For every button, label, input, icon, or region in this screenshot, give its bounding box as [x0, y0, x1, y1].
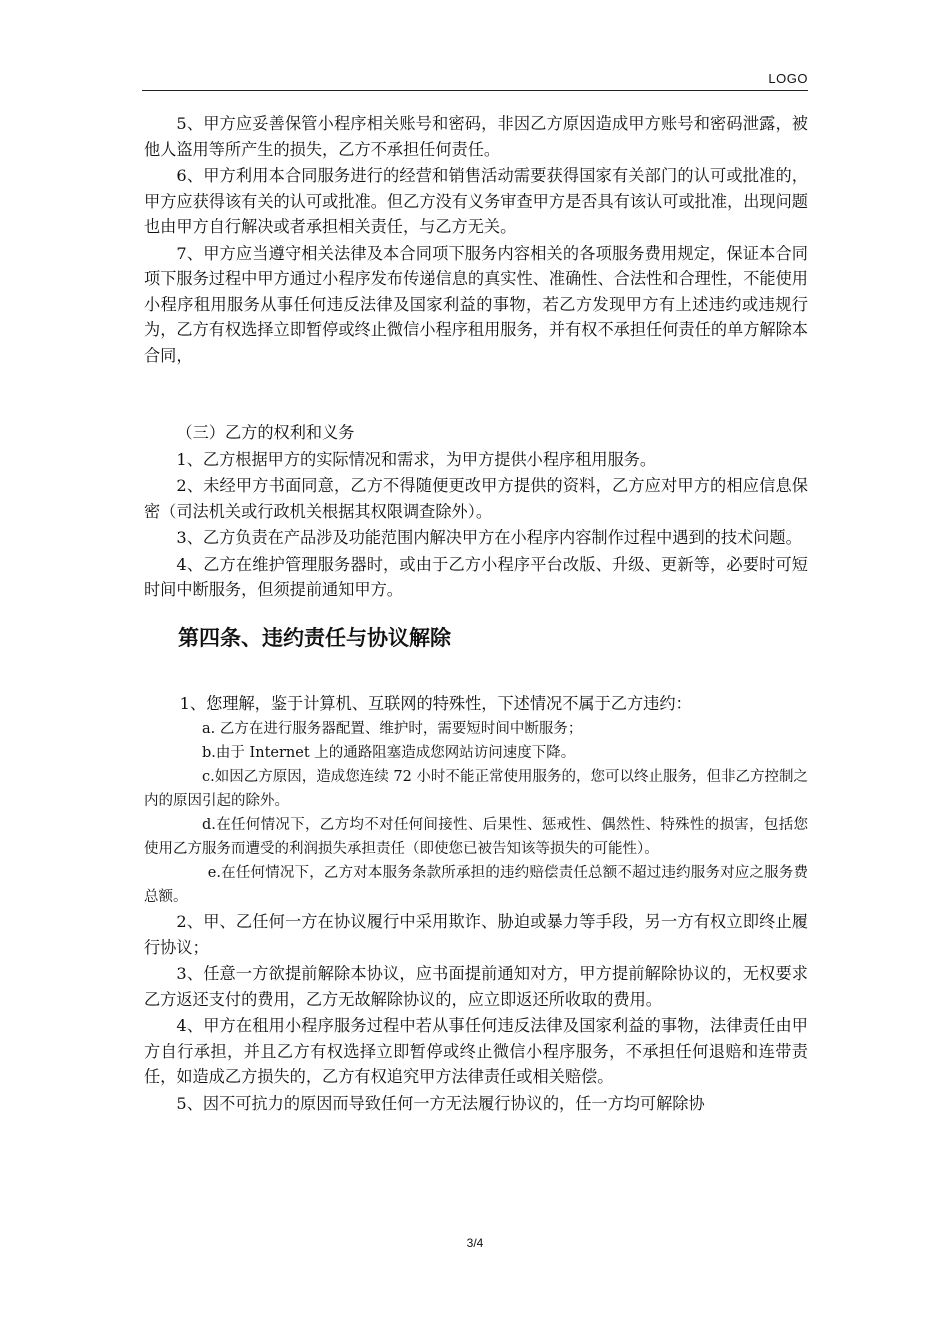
article-4-sub-b: b.由于 Internet 上的通路阻塞造成您网站访问速度下降。: [202, 745, 576, 761]
article-4-sub-e: e.在任何情况下，乙方对本服务条款所承担的违约赔偿责任总额不超过违约服务对应之服务费总额。: [144, 865, 808, 905]
article-4-item-1: 1、您理解，鉴于计算机、互联网的特殊性，下述情况不属于乙方违约：: [179, 693, 692, 713]
page-number: 3/4: [466, 1236, 484, 1250]
party-b-item-2: 2、未经甲方书面同意，乙方不得随便更改甲方提供的资料，乙方应对甲方的相应信息保密（司法机关或行政机关根据其权限调查除外）。: [144, 476, 808, 521]
party-b-item-3: 3、乙方负责在产品涉及功能范围内解决甲方在小程序内容制作过程中遇到的技术问题。: [176, 528, 802, 547]
spacer: [144, 369, 808, 420]
article-4-sub-d: d.在任何情况下，乙方均不对任何间接性、后果性、惩戒性、偶然性、特殊性的损害，包括您使用乙方服务而遭受的利润损失承担责任（即使您已被告知该等损失的可能性）。: [144, 817, 808, 857]
party-a-item-7: 7、甲方应当遵守相关法律及本合同项下服务内容相关的各项服务费用规定，保证本合同项下服务过程中甲方通过小程序发布传递信息的真实性、准确性、合法性和合理性，不能使用小程序租用服务从事任何违反法律及国家利益的事物，若乙方发现甲方有上述违约或违规行为，乙方有权选择立即暂停或终止微信小程序租用服务，并有权不承担任何责任的单方解除本合同，: [144, 243, 808, 365]
party-b-section-title: （三）乙方的权利和义务: [176, 423, 355, 442]
party-a-item-5: 5、甲方应妥善保管小程序相关账号和密码，非因乙方原因造成甲方账号和密码泄露，被他人盗用等所产生的损失，乙方不承担任何责任。: [144, 114, 808, 159]
spacer: [144, 653, 808, 691]
article-4-item-3: 3、任意一方欲提前解除本协议，应书面提前通知对方，甲方提前解除协议的，无权要求乙方返还支付的费用，乙方无故解除协议的，应立即返还所收取的费用。: [144, 964, 808, 1009]
party-a-item-6: 6、甲方利用本合同服务进行的经营和销售活动需要获得国家有关部门的认可或批准的，甲方应获得该有关的认可或批准。但乙方没有义务审查甲方是否具有该认可或批准，出现问题也由甲方自行解决或者承担相关责任，与乙方无关。: [144, 166, 808, 236]
article-4-item-4: 4、甲方在租用小程序服务过程中若从事任何违反法律及国家利益的事物，法律责任由甲方自行承担，并且乙方有权选择立即暂停或终止微信小程序服务，不承担任何退赔和连带责任，如造成乙方损失的，乙方有权追究甲方法律责任或相关赔偿。: [144, 1016, 808, 1086]
header-logo: LOGO: [768, 71, 808, 86]
article-4-heading: 第四条、违约责任与协议解除: [178, 625, 451, 650]
header-divider: [142, 90, 808, 91]
party-b-item-4: 4、乙方在维护管理服务器时，或由于乙方小程序平台改版、升级、更新等，必要时可短时间中断服务，但须提前通知甲方。: [144, 554, 808, 599]
article-4-item-5: 5、因不可抗力的原因而导致任何一方无法履行协议的，任一方均可解除协: [176, 1093, 705, 1113]
article-4-sub-a: a. 乙方在进行服务器配置、维护时，需要短时间中断服务；: [202, 721, 583, 737]
document-body: [144, 111, 808, 1117]
party-b-item-1: 1、乙方根据甲方的实际情况和需求，为甲方提供小程序租用服务。: [176, 449, 657, 469]
article-4-sub-c: c.如因乙方原因，造成您连续 72 小时不能正常使用服务的，您可以终止服务，但非乙方控制之内的原因引起的除外。: [144, 769, 808, 809]
article-4-item-2: 2、甲、乙任何一方在协议履行中采用欺诈、胁迫或暴力等手段，另一方有权立即终止履行协议；: [144, 912, 808, 957]
